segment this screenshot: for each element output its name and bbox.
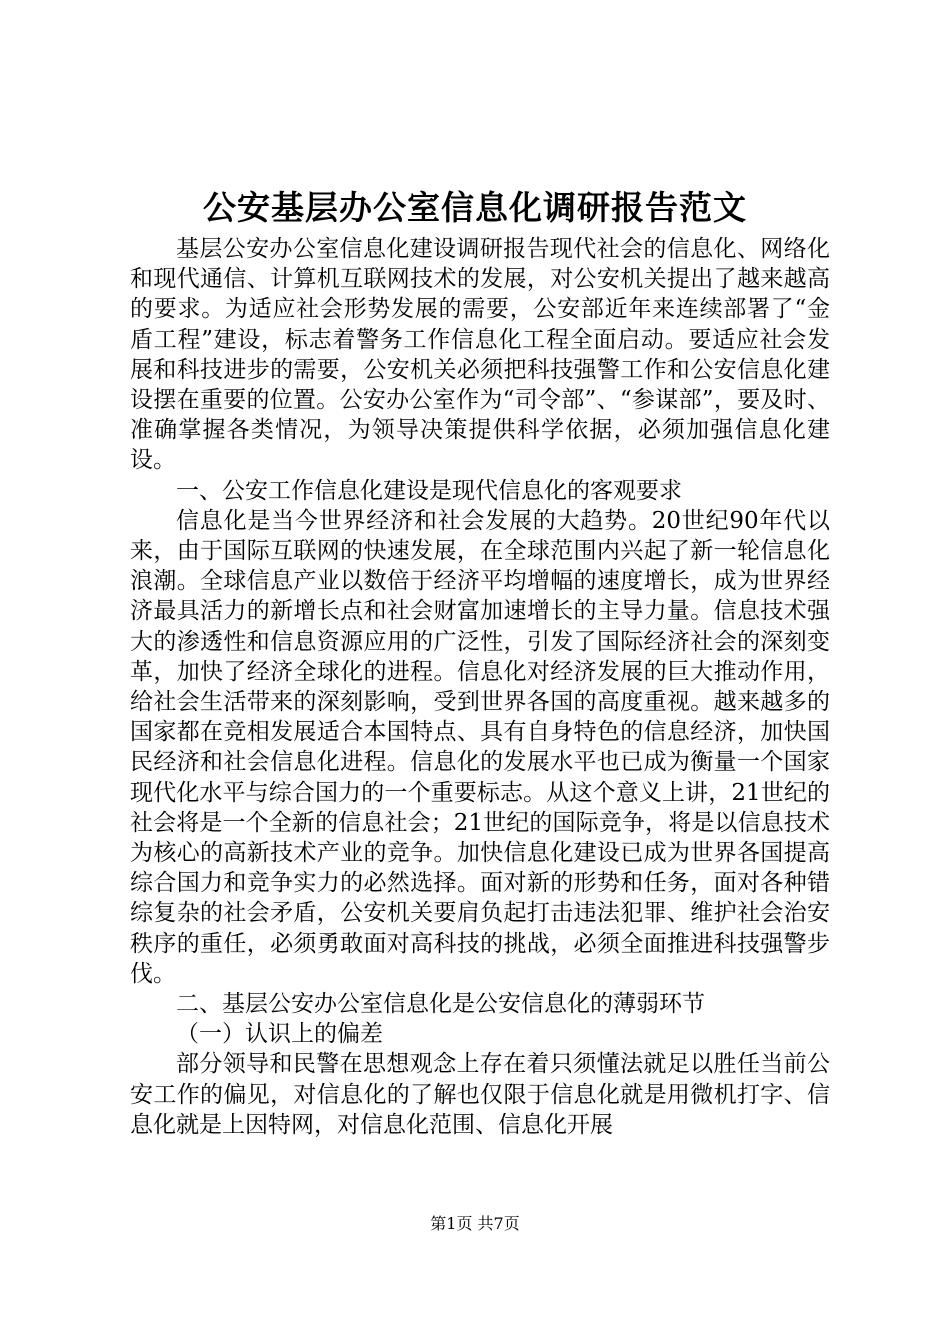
paragraph-section-1: 信息化是当今世界经济和社会发展的大趋势。20世纪90年代以来，由于国际互联网的快速发展，在全球范围内兴起了新一轮信息化浪潮。全球信息产业以数倍于经济平均增幅的速度增长，成为世界经济最具活力的新增长点和社会财富加速增长的主导力量。信息技术强大的渗透性和信息资源应用的广泛性，引发了国际经济社会的深刻变革，加快了经济全球化的进程。信息化对经济发展的巨大推动作用，给社会生活带来的深刻影响，受到世界各国的高度重视。越来越多的国家都在竞相发展适合本国特点、具有自身特色的信息经济，加快国民经济和社会信息化进程。信息化的发展水平也已成为衡量一个国家现代化水平与综合国力的一个重要标志。从这个意义上讲，21世纪的社会将是一个全新的信息社会；21世纪的国际竞争，将是以信息技术为核心的高新技术产业的竞争。加快信息化建设已成为世界各国提高综合国力和竞争实力的必然选择。面对新的形势和任务，面对各种错综复杂的社会矛盾，公安机关要肩负起打击违法犯罪、维护社会治安秩序的重任，必须勇敢面对高科技的挑战，必须全面推进科技强警步伐。 (130, 507, 830, 987)
paragraph-intro: 基层公安办公室信息化建设调研报告现代社会的信息化、网络化和现代通信、计算机互联网技术的发展，对公安机关提出了越来越高的要求。为适应社会形势发展的需要，公安部近年来连续部署了“金盾工程”建设，标志着警务工作信息化工程全面启动。要适应社会发展和科技进步的需要，公安机关必须把科技强警工作和公安信息化建设摆在重要的位置。公安办公室作为“司令部”、“参谋部”，要及时、准确掌握各类情况，为领导决策提供科学依据，必须加强信息化建设。 (130, 236, 830, 474)
page-number-footer: 第1页 共7页 (430, 1214, 520, 1233)
document-body (130, 234, 830, 1140)
paragraph-subsection-1: 部分领导和民警在思想观念上存在着只须懂法就足以胜任当前公安工作的偏见，对信息化的了解也仅限于信息化就是用微机打字、信息化就是上因特网，对信息化范围、信息化开展 (130, 1051, 830, 1138)
section-heading-1: 一、公安工作信息化建设是现代信息化的客观要求 (176, 477, 682, 504)
document-title: 公安基层办公室信息化调研报告范文 (203, 188, 747, 227)
subsection-heading-1: （一）认识上的偏差 (176, 1021, 383, 1048)
section-heading-2: 二、基层公安办公室信息化是公安信息化的薄弱环节 (176, 991, 705, 1018)
